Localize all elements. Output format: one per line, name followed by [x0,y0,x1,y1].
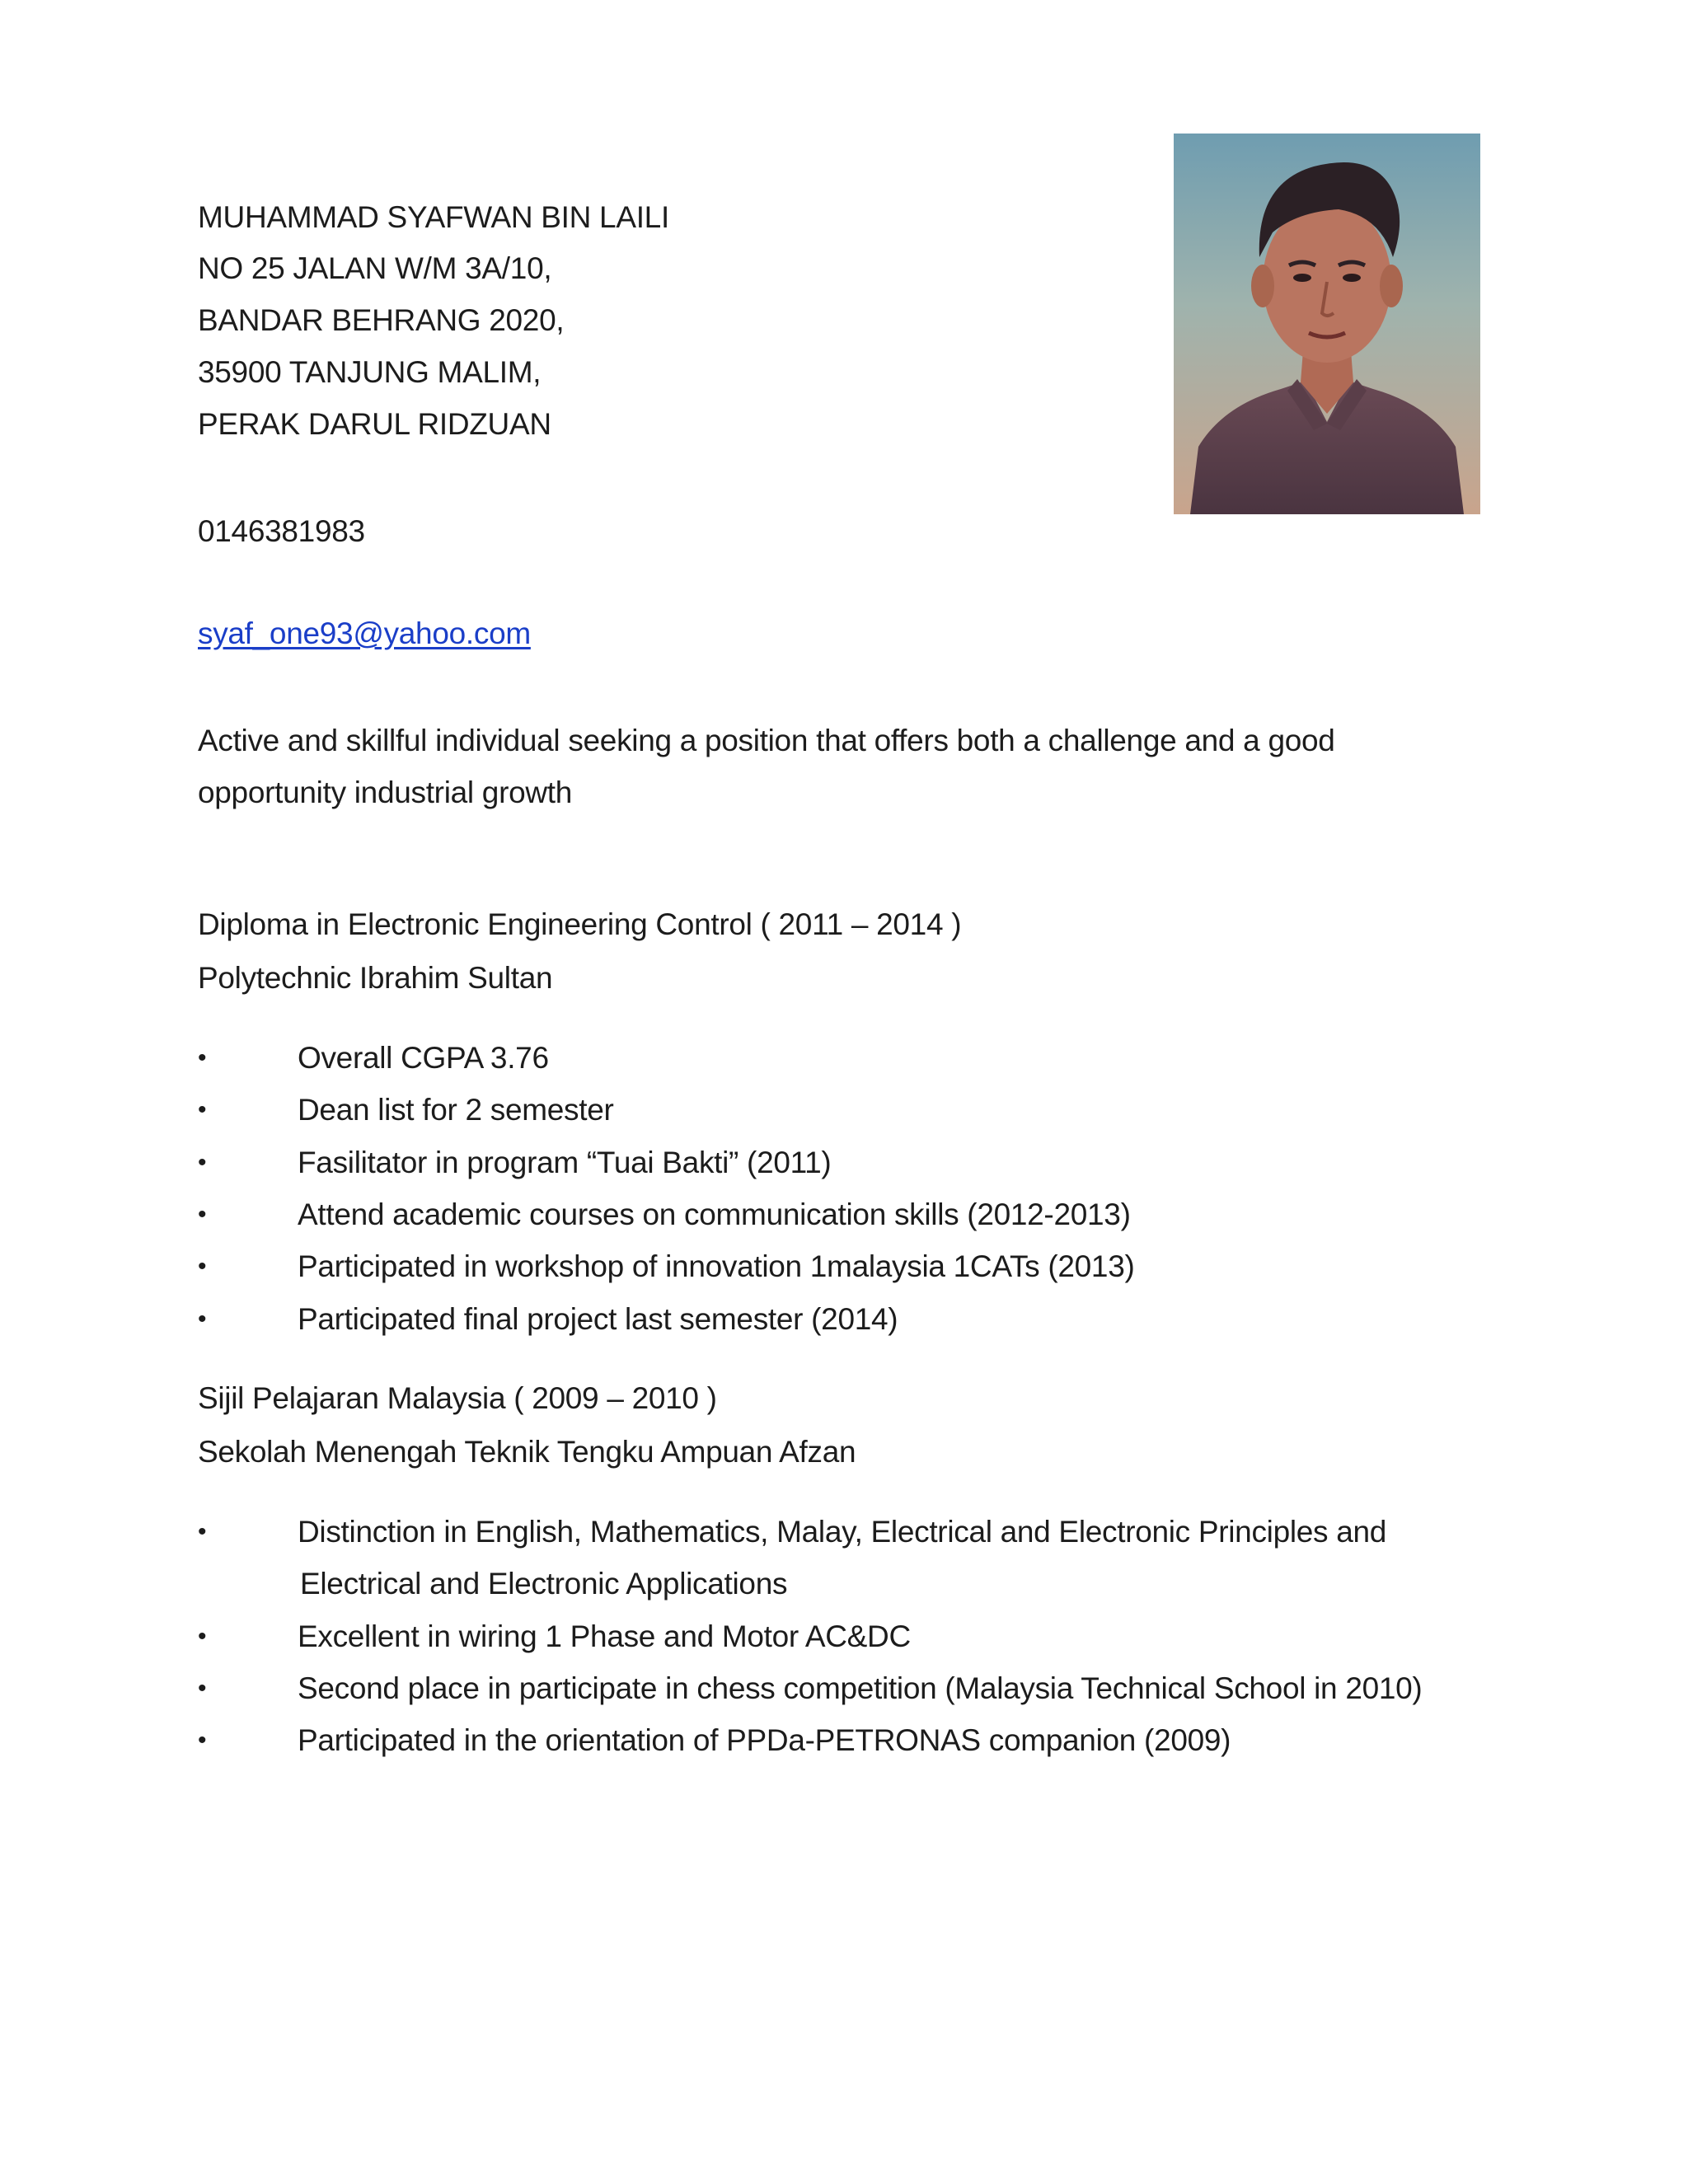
bullet-icon: • [198,1201,207,1228]
address-line-2: BANDAR BEHRANG 2020, [198,303,565,337]
list-item: Participated in the orientation of PPDa-PETRONAS companion (2009) [298,1723,1231,1757]
phone-number: 0146381983 [198,514,365,548]
list-item-continuation: Electrical and Electronic Applications [300,1567,788,1601]
list-item: Overall CGPA 3.76 [298,1041,549,1075]
email-link[interactable]: syaf_one93@yahoo.com [198,616,531,650]
profile-photo [1174,134,1480,514]
bullet-icon: • [198,1675,207,1702]
list-item: Excellent in wiring 1 Phase and Motor AC&DC [298,1619,911,1653]
bullet-icon: • [198,1623,207,1650]
list-item: Fasilitator in program “Tuai Bakti” (2011) [298,1146,832,1179]
list-item: Participated in workshop of innovation 1malaysia 1CATs (2013) [298,1249,1135,1283]
education-institution: Polytechnic Ibrahim Sultan [198,961,553,995]
address-line-3: 35900 TANJUNG MALIM, [198,355,542,389]
list-item: Second place in participate in chess competition (Malaysia Technical School in 2010) [298,1671,1423,1705]
education-title: Diploma in Electronic Engineering Control ( 2011 – 2014 ) [198,907,962,941]
bullet-icon: • [198,1727,207,1754]
objective-line-1: Active and skillful individual seeking a position that offers both a challenge and a good [198,724,1335,757]
education-institution: Sekolah Menengah Teknik Tengku Ampuan Afzan [198,1435,856,1469]
bullet-icon: • [198,1096,207,1123]
objective-line-2: opportunity industrial growth [198,776,573,809]
list-item: Participated final project last semester (2014) [298,1302,898,1336]
list-item: Distinction in English, Mathematics, Malay, Electrical and Electronic Principles and [298,1515,1387,1549]
candidate-name: MUHAMMAD SYAFWAN BIN LAILI [198,200,669,234]
bullet-icon: • [198,1149,207,1176]
bullet-icon: • [198,1518,207,1545]
bullet-icon: • [198,1044,207,1071]
person-portrait-icon [1174,134,1480,514]
list-item: Dean list for 2 semester [298,1093,614,1127]
bullet-icon: • [198,1253,207,1280]
bullet-icon: • [198,1305,207,1333]
education-title: Sijil Pelajaran Malaysia ( 2009 – 2010 ) [198,1381,717,1415]
list-item: Attend academic courses on communication skills (2012-2013) [298,1197,1131,1231]
address-line-4: PERAK DARUL RIDZUAN [198,407,551,441]
address-line-1: NO 25 JALAN W/M 3A/10, [198,251,552,285]
